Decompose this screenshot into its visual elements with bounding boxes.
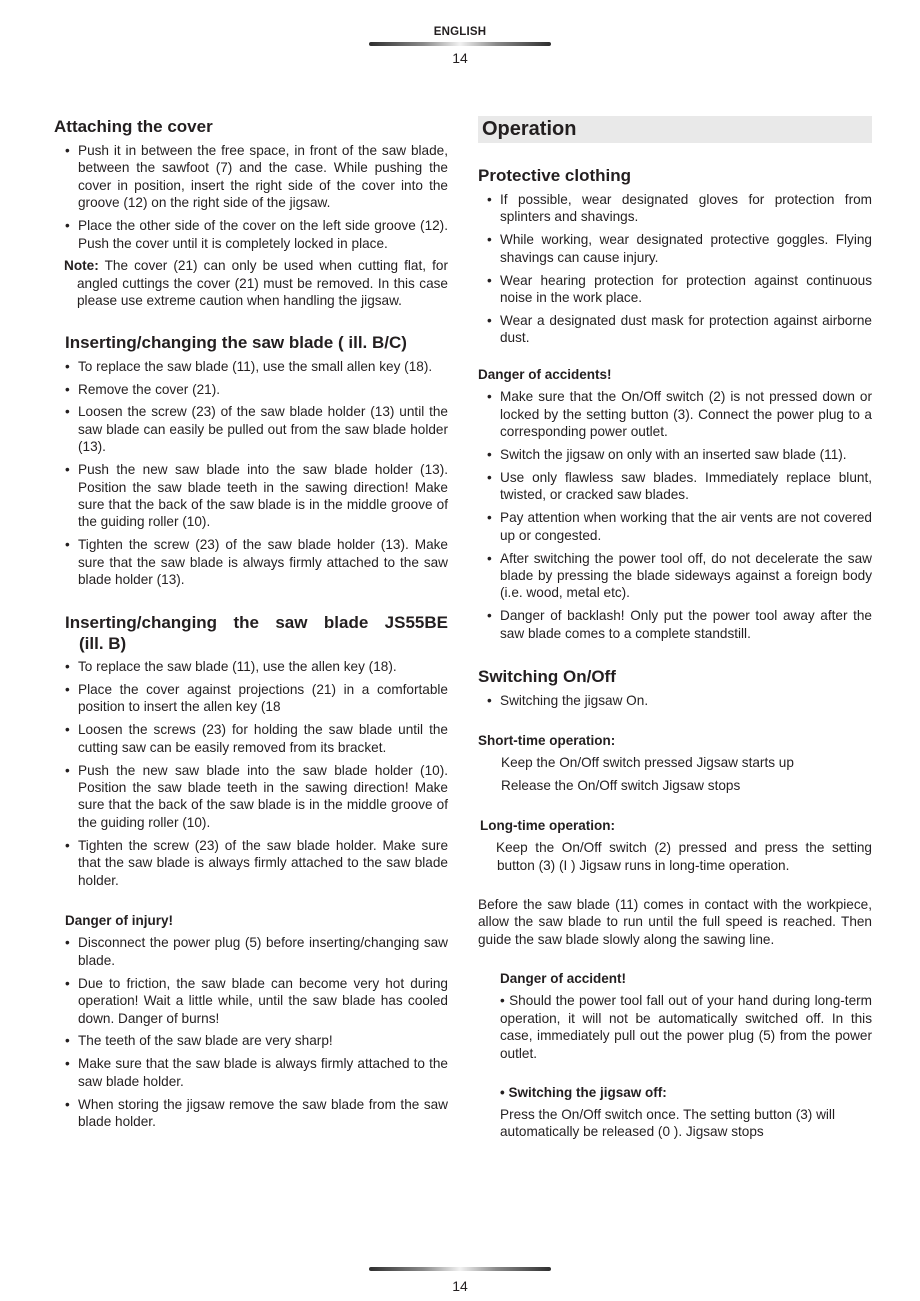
- short-time-line: Keep the On/Off switch pressed Jigsaw starts up: [501, 755, 794, 771]
- list-item: • Place the cover against projections (21) in a comfortable position to insert the allen key (18: [54, 681, 448, 716]
- list-item: • Danger of backlash! Only put the power tool away after the saw blade comes to a complete standstill.: [478, 607, 872, 642]
- list-item: • Tighten the screw (23) of the saw blade holder. Make sure that the saw blade is always firmly attached to the saw blade holder.: [54, 837, 448, 889]
- left-column: [54, 116, 448, 1136]
- section-title: Switching On/Off: [478, 666, 616, 686]
- list-item: • Make sure that the saw blade is always firmly attached to the saw blade holder.: [54, 1055, 448, 1090]
- section-danger-accidents: [478, 366, 872, 642]
- list-item: • Place the other side of the cover on the left side groove (12). Push the cover until it is completely locked in place.: [54, 217, 448, 252]
- short-time-line: Release the On/Off switch Jigsaw stops: [501, 777, 741, 793]
- warning-title: Danger of injury!: [65, 913, 174, 929]
- list-item: • To replace the saw blade (11), use the allen key (18).: [54, 658, 448, 675]
- list-item: • If possible, wear designated gloves for protection from splinters and shavings.: [478, 191, 872, 226]
- section-changing-blade-bc: [54, 332, 448, 589]
- list-item: • Remove the cover (21).: [54, 381, 448, 398]
- section-title-continued: (ill. B): [79, 634, 127, 654]
- section-title: Attaching the cover: [54, 117, 213, 136]
- section-protective-clothing: [478, 165, 872, 347]
- section-attaching-cover: [54, 116, 448, 310]
- list-item: • Pay attention when working that the air vents are not covered up or congested.: [478, 509, 872, 544]
- bullet-list: [54, 658, 448, 889]
- operation-banner: Operation: [478, 116, 872, 143]
- section-danger-injury: [54, 912, 448, 1130]
- list-item: • To replace the saw blade (11), use the small allen key (18).: [54, 358, 448, 375]
- bullet-list: [478, 692, 872, 709]
- warning-title: Danger of accidents!: [478, 367, 612, 383]
- right-column: [478, 116, 872, 1141]
- short-time-title: Short-time operation:: [478, 733, 616, 749]
- switch-off-text: Press the On/Off switch once. The setting button (3) will automatically be released (0 ). Jigsaw stops: [500, 1106, 835, 1140]
- list-item: • Switching the jigsaw On.: [478, 692, 872, 709]
- list-item: • Push the new saw blade into the saw blade holder (10). Position the saw blade teeth in the sawing direction! Make sure that the back of the saw blade is in the middle groove of the guiding roller (10).: [54, 762, 448, 832]
- section-title: Inserting/changing the saw blade ( ill. B/C): [65, 332, 407, 352]
- bullet-list: [54, 358, 448, 589]
- list-item: • Switch the jigsaw on only with an inserted saw blade (11).: [478, 446, 872, 463]
- header-page-number: 14: [452, 50, 468, 66]
- bullet-list: [478, 388, 872, 642]
- bullet-list: [478, 191, 872, 347]
- danger-accident-text: • Should the power tool fall out of your hand during long-term operation, it will not be automatically switched off. In this case, immediately pull out the power plug (5) from the power outlet.: [500, 993, 872, 1061]
- header-divider: [369, 42, 551, 46]
- section-switching: [478, 666, 872, 1141]
- footer-page-number: 14: [452, 1278, 468, 1294]
- list-item: • The teeth of the saw blade are very sharp!: [54, 1032, 448, 1049]
- list-item: • Use only flawless saw blades. Immediately replace blunt, twisted, or cracked saw blades.: [478, 469, 872, 504]
- note-text: The cover (21) can only be used when cutting flat, for angled cuttings the cover (21) must be removed. In this case please use extreme caution when handling the jigsaw.: [77, 258, 448, 309]
- list-item: • Loosen the screw (23) of the saw blade holder (13) until the saw blade can easily be pulled out from the saw blade holder (13).: [54, 403, 448, 455]
- note-paragraph: [53, 257, 448, 309]
- section-title: Inserting/changing the saw blade JS55BE: [65, 613, 448, 633]
- long-time-text: Keep the On/Off switch (2) pressed and press the setting button (3) (I ) Jigsaw runs in long-time operation.: [496, 840, 872, 873]
- bullet-list: [54, 142, 448, 252]
- list-item: • Loosen the screws (23) for holding the saw blade until the cutting saw can be easily removed from its bracket.: [54, 721, 448, 756]
- page-footer: [0, 1265, 920, 1295]
- list-item: • Push the new saw blade into the saw blade holder (13). Position the saw blade teeth in the sawing direction! Make sure that the back of the saw blade is in the middle groove of the guiding roller (10).: [54, 461, 448, 531]
- section-changing-blade-js55be: [54, 612, 448, 889]
- list-item: • While working, wear designated protective goggles. Flying shavings can cause injury.: [478, 231, 872, 266]
- before-contact-paragraph: Before the saw blade (11) comes in contact with the workpiece, allow the saw blade to run until the full speed is reached. Then guide the saw blade slowly along the sawing line.: [478, 897, 872, 947]
- list-item: • Due to friction, the saw blade can become very hot during operation! Wait a little while, until the saw blade has cooled down. Danger of burns!: [54, 975, 448, 1027]
- list-item: • Tighten the screw (23) of the saw blade holder (13). Make sure that the saw blade is always firmly attached to the saw blade holder (13).: [54, 536, 448, 588]
- list-item: • Wear a designated dust mask for protection against airborne dust.: [478, 312, 872, 347]
- list-item: • When storing the jigsaw remove the saw blade from the saw blade holder.: [54, 1096, 448, 1131]
- list-item: • Make sure that the On/Off switch (2) is not pressed down or locked by the setting button (3). Connect the power plug to a corresponding power outlet.: [478, 388, 872, 440]
- list-item: • Wear hearing protection for protection against continuous noise in the work place.: [478, 272, 872, 307]
- list-item: • After switching the power tool off, do not decelerate the saw blade by pressing the blade sideways against a foreign body (i.e. wood, metal etc).: [478, 550, 872, 602]
- language-label: ENGLISH: [433, 26, 487, 38]
- bullet-list: [54, 934, 448, 1130]
- long-time-title: Long-time operation:: [480, 818, 615, 834]
- danger-accident-title: Danger of accident!: [500, 971, 627, 987]
- footer-divider: [369, 1267, 551, 1271]
- note-label: Note:: [64, 258, 99, 274]
- list-item: • Push it in between the free space, in front of the saw blade, between the sawfoot (7) and the case. While pushing the cover in position, insert the right side of the cover into the groove (12) on the right side of the jigsaw.: [54, 142, 448, 212]
- section-title: Protective clothing: [478, 166, 632, 185]
- list-item: • Disconnect the power plug (5) before inserting/changing saw blade.: [54, 934, 448, 969]
- page-header: [0, 24, 920, 67]
- switch-off-title: • Switching the jigsaw off:: [500, 1084, 667, 1100]
